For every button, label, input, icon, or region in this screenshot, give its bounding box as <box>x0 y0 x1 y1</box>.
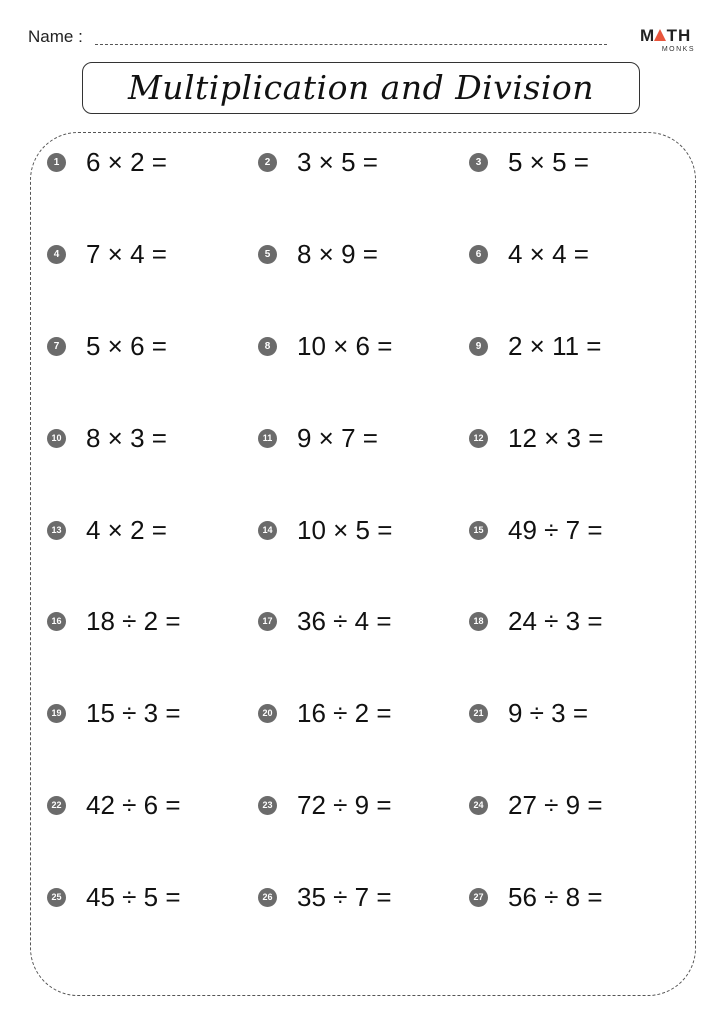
problem-number-badge: 18 <box>469 612 488 631</box>
problem-item <box>469 416 680 460</box>
math-monks-logo <box>640 26 700 56</box>
problem-equation: 2 × 11 = <box>508 330 602 361</box>
problem-item <box>258 140 469 184</box>
problem-equation: 24 ÷ 3 = <box>508 606 603 637</box>
problem-number-badge: 20 <box>258 704 277 723</box>
problem-equation: 9 × 7 = <box>297 422 378 453</box>
problems-grid <box>47 140 687 930</box>
problem-equation: 56 ÷ 8 = <box>508 882 603 913</box>
problem-equation: 9 ÷ 3 = <box>508 698 589 729</box>
problem-number-badge: 4 <box>47 245 66 264</box>
problem-number-badge: 22 <box>47 796 66 815</box>
problem-equation: 15 ÷ 3 = <box>86 698 181 729</box>
problem-number-badge: 24 <box>469 796 488 815</box>
problem-item <box>47 508 258 552</box>
problem-equation: 18 ÷ 2 = <box>86 606 181 637</box>
problem-item <box>47 599 258 643</box>
problem-equation: 36 ÷ 4 = <box>297 606 392 637</box>
problem-equation: 6 × 2 = <box>86 147 167 177</box>
problem-number-badge: 27 <box>469 888 488 907</box>
problem-equation: 16 ÷ 2 = <box>297 698 392 729</box>
problem-equation: 10 × 5 = <box>297 514 393 545</box>
problem-number-badge: 13 <box>47 521 66 540</box>
worksheet-title: Multiplication and Division <box>82 62 640 114</box>
logo-triangle-icon <box>654 29 666 41</box>
problem-item <box>258 232 469 276</box>
problem-number-badge: 26 <box>258 888 277 907</box>
problem-equation: 4 × 2 = <box>86 514 167 545</box>
problem-number-badge: 12 <box>469 429 488 448</box>
problem-item <box>47 140 258 184</box>
problem-item <box>469 140 680 184</box>
logo-text: M TH <box>640 26 692 45</box>
problem-equation: 45 ÷ 5 = <box>86 882 181 913</box>
problem-equation: 5 × 6 = <box>86 330 167 361</box>
problem-equation: 7 × 4 = <box>86 238 167 269</box>
problem-item <box>469 324 680 368</box>
problem-number-badge: 10 <box>47 429 66 448</box>
problem-item <box>469 783 680 827</box>
problem-item <box>258 875 469 919</box>
problem-number-badge: 7 <box>47 337 66 356</box>
problem-number-badge: 1 <box>47 153 66 172</box>
problem-item <box>469 599 680 643</box>
logo-subtext: MONKS <box>661 46 695 53</box>
problem-equation: 35 ÷ 7 = <box>297 882 392 913</box>
problem-number-badge: 5 <box>258 245 277 264</box>
problem-number-badge: 25 <box>47 888 66 907</box>
problem-equation: 3 × 5 = <box>297 147 378 177</box>
problem-item <box>469 875 680 919</box>
problem-item <box>47 416 258 460</box>
problem-equation: 5 × 5 = <box>508 147 589 177</box>
problem-number-badge: 19 <box>47 704 66 723</box>
problem-item <box>47 783 258 827</box>
problem-equation: 12 × 3 = <box>508 422 604 453</box>
problem-item <box>258 783 469 827</box>
problem-item <box>47 324 258 368</box>
problem-number-badge: 8 <box>258 337 277 356</box>
name-field[interactable] <box>28 26 588 50</box>
problem-item <box>258 691 469 735</box>
problem-number-badge: 21 <box>469 704 488 723</box>
problem-number-badge: 23 <box>258 796 277 815</box>
problem-item <box>47 691 258 735</box>
problem-number-badge: 6 <box>469 245 488 264</box>
problem-item <box>469 508 680 552</box>
problem-equation: 42 ÷ 6 = <box>86 790 181 821</box>
problem-item <box>258 599 469 643</box>
problem-item <box>47 875 258 919</box>
problem-number-badge: 9 <box>469 337 488 356</box>
problem-number-badge: 14 <box>258 521 277 540</box>
problem-item <box>469 232 680 276</box>
problem-number-badge: 3 <box>469 153 488 172</box>
problem-equation: 10 × 6 = <box>297 330 393 361</box>
problem-number-badge: 15 <box>469 521 488 540</box>
problem-equation: 4 × 4 = <box>508 238 589 269</box>
problem-number-badge: 17 <box>258 612 277 631</box>
problem-number-badge: 16 <box>47 612 66 631</box>
problem-item <box>258 416 469 460</box>
problem-equation: 72 ÷ 9 = <box>297 790 392 821</box>
problem-equation: 27 ÷ 9 = <box>508 790 603 821</box>
problem-equation: 8 × 3 = <box>86 422 167 453</box>
problem-item <box>258 324 469 368</box>
name-label: Name : <box>28 27 83 46</box>
problem-item <box>47 232 258 276</box>
problem-equation: 8 × 9 = <box>297 238 378 269</box>
problem-item <box>258 508 469 552</box>
problem-equation: 49 ÷ 7 = <box>508 514 603 545</box>
problem-number-badge: 11 <box>258 429 277 448</box>
name-line[interactable] <box>95 44 607 45</box>
problem-number-badge: 2 <box>258 153 277 172</box>
problem-item <box>469 691 680 735</box>
